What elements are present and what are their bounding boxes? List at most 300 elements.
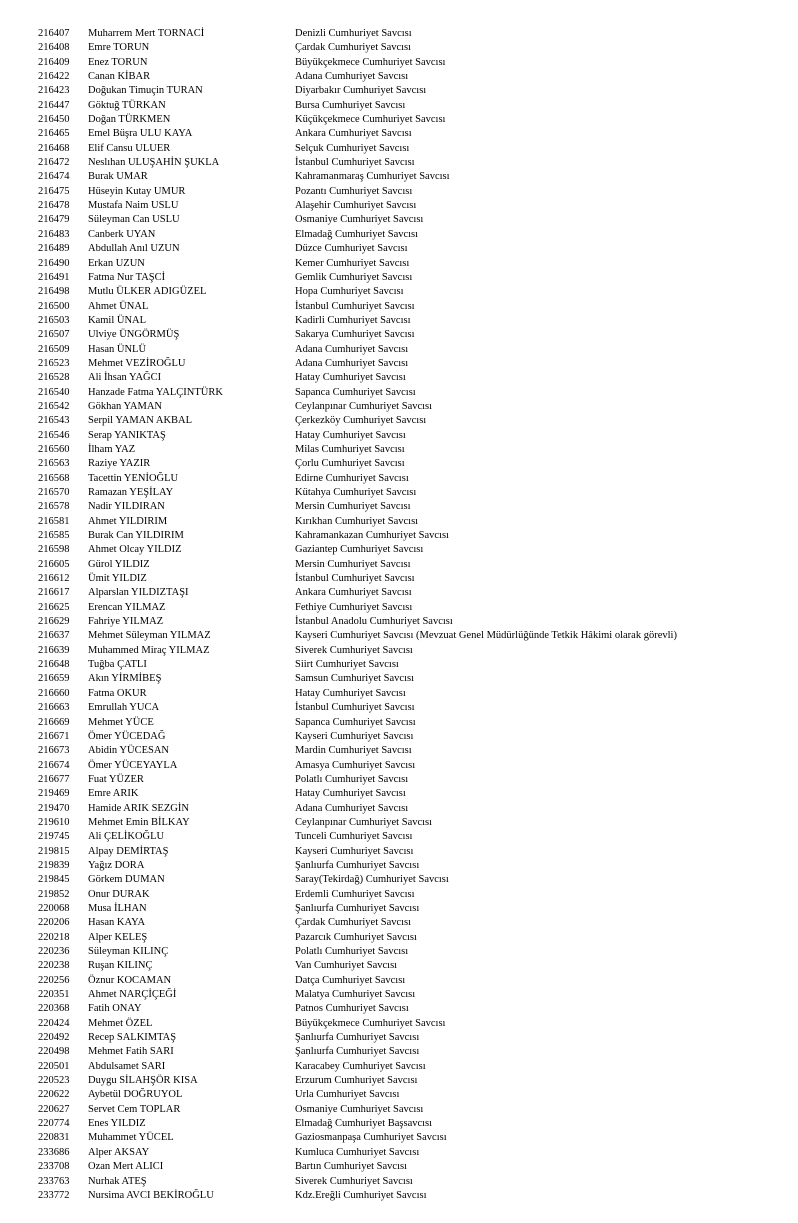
person-name: Emel Büşra ULU KAYA [88,128,193,140]
table-row [0,328,677,342]
registry-number: 216639 [38,644,70,656]
position-title: Küçükçekmece Cumhuriyet Savcısı [295,114,446,126]
person-name: Enez TORUN [88,56,148,68]
position-title: Düzce Cumhuriyet Savcısı [295,243,408,255]
position-title: Kırıkhan Cumhuriyet Savcısı [295,515,419,527]
person-name: Tacettin YENİOĞLU [88,472,179,484]
registry-number: 220501 [38,1060,70,1072]
table-row [0,1060,677,1074]
person-name: Abidin YÜCESAN [88,745,169,757]
position-title: Selçuk Cumhuriyet Savcısı [295,142,410,154]
table-row [0,242,677,256]
registry-number: 216498 [38,286,70,298]
position-title: Kayseri Cumhuriyet Savcısı [295,730,414,742]
person-name: Ömer YÜCEYAYLA [88,759,178,771]
registry-number: 216500 [38,300,70,312]
position-title: Kumluca Cumhuriyet Savcısı [295,1146,420,1158]
registry-number: 216585 [38,530,70,542]
position-title: İstanbul Cumhuriyet Savcısı [295,157,415,169]
person-name: Hanzade Fatma YALÇINTÜRK [88,386,223,398]
position-title: Polatlı Cumhuriyet Savcısı [295,946,409,957]
registry-number: 216605 [38,558,70,570]
person-name: Emre TORUN [88,42,150,54]
registry-number: 220206 [38,917,70,929]
registry-number: 216450 [38,114,70,126]
position-title: Patnos Cumhuriyet Savcısı [295,1003,409,1015]
position-title: İstanbul Cumhuriyet Savcısı [295,573,415,585]
person-name: Nurhak ATEŞ [88,1175,147,1187]
table-row [0,572,677,586]
table-row [0,959,677,973]
table-row [0,213,677,227]
position-title: Büyükçekmece Cumhuriyet Savcısı [295,1017,446,1029]
position-title: Hatay Cumhuriyet Savcısı [295,429,406,441]
position-title: Samsun Cumhuriyet Savcısı [295,673,414,685]
position-title: Kayseri Cumhuriyet Savcısı [295,845,414,857]
table-row [0,830,677,844]
table-row [0,802,677,816]
person-name: Mehmet VEZİROĞLU [88,357,186,369]
position-title: Kemer Cumhuriyet Savcısı [295,257,410,269]
position-title: Urla Cumhuriyet Savcısı [295,1089,400,1101]
position-title: Mersin Cumhuriyet Savcısı [295,501,411,513]
table-row [0,457,677,471]
person-name: Göktuğ TÜRKAN [88,99,166,111]
position-title: Hatay Cumhuriyet Savcısı [295,372,406,384]
registry-number: 216560 [38,443,70,455]
table-row [0,1031,677,1045]
position-title: Edirne Cumhuriyet Savcısı [295,472,409,484]
registry-number: 216468 [38,142,70,154]
registry-number: 233772 [38,1189,70,1201]
table-row [0,1017,677,1031]
position-title: Fethiye Cumhuriyet Savcısı [295,601,413,613]
position-title: Adana Cumhuriyet Savcısı [295,71,409,83]
person-name: Yağız DORA [88,859,145,871]
position-title: Pozantı Cumhuriyet Savcısı [295,185,413,197]
table-row [0,931,677,945]
position-title: Ceylanpınar Cumhuriyet Savcısı [295,400,433,412]
registry-number: 216542 [38,400,70,412]
registry-number: 220523 [38,1075,70,1087]
position-title: Polatlı Cumhuriyet Savcısı [295,773,409,785]
registry-number: 216673 [38,745,70,757]
registry-number: 216563 [38,458,70,470]
position-title: Kahramankazan Cumhuriyet Savcısı [295,530,449,542]
registry-number: 216483 [38,228,70,240]
registry-number: 216523 [38,357,70,369]
registry-number: 216674 [38,759,70,771]
table-row [0,615,677,629]
table-row [0,257,677,271]
person-name: Serpil YAMAN AKBAL [88,415,193,427]
table-row [0,701,677,715]
table-row [0,845,677,859]
table-row [0,56,677,70]
table-row [0,902,677,916]
person-name: Fahriye YILMAZ [88,616,164,628]
table-row [0,199,677,213]
registry-number: 220351 [38,989,70,1001]
registry-number: 216671 [38,730,70,742]
position-title: Kütahya Cumhuriyet Savcısı [295,487,417,498]
position-title: Ankara Cumhuriyet Savcısı [295,128,412,140]
registry-number: 216507 [38,329,70,341]
table-row [0,744,677,758]
position-title: Çardak Cumhuriyet Savcısı [295,42,412,54]
position-title: Karacabey Cumhuriyet Savcısı [295,1060,426,1072]
registry-number: 233686 [38,1146,70,1158]
person-name: Hüseyin Kutay UMUR [88,185,186,197]
person-name: Ümit YILDIZ [88,573,147,585]
person-name: Ulviye ÜNGÖRMÜŞ [88,329,180,341]
table-row [0,357,677,371]
table-row [0,156,677,170]
person-name: Akın YİRMİBEŞ [88,673,162,685]
registry-number: 219469 [38,788,70,800]
position-title: Hatay Cumhuriyet Savcısı [295,687,406,699]
registry-number: 216570 [38,487,70,498]
registry-number: 216659 [38,673,70,685]
registry-number: 216503 [38,314,70,326]
person-name: Ruşan KILINÇ [88,960,153,972]
table-row [0,70,677,84]
position-title: Alaşehir Cumhuriyet Savcısı [295,200,417,212]
person-name: Nadir YILDIRAN [88,501,165,513]
position-title: Şanlıurfa Cumhuriyet Savcısı [295,902,420,914]
position-title: Sakarya Cumhuriyet Savcısı [295,329,415,341]
position-title: Şanlıurfa Cumhuriyet Savcısı [295,1032,420,1044]
person-name: Ahmet Olcay YILDIZ [88,544,182,556]
person-name: Gürol YILDIZ [88,558,150,570]
table-row [0,1002,677,1016]
person-name: Emre ARIK [88,788,139,800]
position-title: Pazarcık Cumhuriyet Savcısı [295,931,417,943]
registry-number: 216422 [38,71,70,83]
person-name: İlham YAZ [88,443,136,455]
position-title: Amasya Cumhuriyet Savcısı [295,759,416,771]
person-name: Duygu SİLAHŞÖR KISA [88,1075,198,1087]
table-row [0,472,677,486]
registry-number: 216581 [38,515,70,527]
table-row [0,314,677,328]
person-name: Mustafa Naim USLU [88,200,179,212]
person-name: Canberk UYAN [88,228,156,240]
registry-number: 216475 [38,185,70,197]
registry-number: 216491 [38,271,70,283]
table-row [0,271,677,285]
registry-number: 216617 [38,587,70,599]
position-title: Erdemli Cumhuriyet Savcısı [295,888,415,900]
registry-number: 219852 [38,888,70,900]
table-row [0,414,677,428]
table-row [0,629,677,643]
position-title: Kahramanmaraş Cumhuriyet Savcısı [295,171,450,183]
registry-number: 216447 [38,99,70,111]
person-name: Alpay DEMİRTAŞ [88,845,169,857]
table-row [0,974,677,988]
person-name: Abdulsamet SARI [88,1060,166,1072]
registry-number: 220622 [38,1089,70,1101]
position-title: Van Cumhuriyet Savcısı [295,960,398,972]
registry-number: 216543 [38,415,70,427]
registry-number: 219845 [38,874,70,886]
table-row [0,1160,677,1174]
person-name: Raziye YAZIR [88,458,151,470]
registry-number: 216490 [38,257,70,269]
table-row [0,1074,677,1088]
table-row [0,515,677,529]
position-title: Bursa Cumhuriyet Savcısı [295,99,406,111]
registry-number: 216408 [38,42,70,54]
person-name: Doğan TÜRKMEN [88,114,171,126]
person-name: Musa İLHAN [88,902,147,914]
registry-number: 216528 [38,372,70,384]
person-name: Alper AKSAY [88,1146,150,1158]
position-title: Mardin Cumhuriyet Savcısı [295,745,412,757]
registry-number: 220424 [38,1017,70,1029]
person-name: Ramazan YEŞİLAY [88,487,174,498]
table-row [0,1131,677,1145]
position-title: Mersin Cumhuriyet Savcısı [295,558,411,570]
person-name: Elif Cansu ULUER [88,142,171,154]
position-title: Ankara Cumhuriyet Savcısı [295,587,412,599]
position-title: İstanbul Anadolu Cumhuriyet Savcısı [295,616,453,628]
registry-number: 219610 [38,816,70,828]
registry-number: 220218 [38,931,70,943]
table-row [0,443,677,457]
person-name: Aybetül DOĞRUYOL [88,1089,183,1101]
person-name: Ali İhsan YAĞCI [88,372,162,384]
person-name: Mutlu ÜLKER ADIGÜZEL [88,286,207,298]
table-row [0,1117,677,1131]
registry-number: 216648 [38,659,70,671]
position-title: Sapanca Cumhuriyet Savcısı [295,386,416,398]
person-name: Nursima AVCI BEKİROĞLU [88,1189,214,1201]
table-row [0,787,677,801]
person-name: Hamide ARIK SEZGİN [88,802,189,814]
registry-number: 216598 [38,544,70,556]
registry-number: 216637 [38,630,70,642]
registry-number: 216479 [38,214,70,226]
person-name: Alper KELEŞ [88,931,148,943]
registry-number: 216625 [38,601,70,613]
table-row [0,84,677,98]
registry-number: 216489 [38,243,70,255]
person-name: Enes YILDIZ [88,1118,146,1130]
person-name: Muharrem Mert TORNACİ [88,28,205,39]
person-name: Recep SALKIMTAŞ [88,1032,177,1044]
registry-number: 220498 [38,1046,70,1058]
position-title: Gemlik Cumhuriyet Savcısı [295,271,413,283]
registry-number: 216660 [38,687,70,699]
position-title: Milas Cumhuriyet Savcısı [295,443,405,455]
registry-number: 216546 [38,429,70,441]
position-title: Siirt Cumhuriyet Savcısı [295,659,399,671]
person-name: Emrullah YUCA [88,702,160,714]
table-row [0,113,677,127]
registry-number: 220238 [38,960,70,972]
person-name: Süleyman KILINÇ [88,946,169,957]
person-name: Burak Can YILDIRIM [88,530,184,542]
table-row [0,429,677,443]
table-row [0,586,677,600]
position-title: Bartın Cumhuriyet Savcısı [295,1161,407,1173]
registry-number: 216465 [38,128,70,140]
position-title: Şanlıurfa Cumhuriyet Savcısı [295,1046,420,1058]
table-row [0,228,677,242]
position-title: Ceylanpınar Cumhuriyet Savcısı [295,816,433,828]
position-title: Sapanca Cumhuriyet Savcısı [295,716,416,728]
person-name: Hasan ÜNLÜ [88,343,147,355]
table-row [0,127,677,141]
table-row [0,142,677,156]
table-row [0,500,677,514]
table-row [0,945,677,959]
person-name: Ali ÇELİKOĞLU [88,831,165,843]
position-title: Osmaniye Cumhuriyet Savcısı [295,1103,424,1115]
table-row [0,1175,677,1189]
person-name: Ahmet NARÇİÇEĞİ [88,989,177,1001]
table-row [0,386,677,400]
position-title: Malatya Cumhuriyet Savcısı [295,989,416,1001]
registry-number: 216629 [38,616,70,628]
position-title: Datça Cumhuriyet Savcısı [295,974,406,986]
registry-number: 216669 [38,716,70,728]
person-name: Hasan KAYA [88,917,146,929]
position-title: Çardak Cumhuriyet Savcısı [295,917,412,929]
table-row [0,873,677,887]
table-row [0,170,677,184]
registry-number: 216474 [38,171,70,183]
table-row [0,41,677,55]
person-name: Fuat YÜZER [88,773,144,785]
position-title: Adana Cumhuriyet Savcısı [295,802,409,814]
person-name: Erkan UZUN [88,257,145,269]
table-row [0,658,677,672]
registry-number: 216540 [38,386,70,398]
table-row [0,687,677,701]
position-title: Gaziantep Cumhuriyet Savcısı [295,544,424,556]
table-row [0,716,677,730]
person-name: Abdullah Anıl UZUN [88,243,180,255]
person-name: Burak UMAR [88,171,148,183]
person-name: Erencan YILMAZ [88,601,166,613]
person-name: Serap YANIKTAŞ [88,429,166,441]
position-title: İstanbul Cumhuriyet Savcısı [295,300,415,312]
person-name: Canan KİBAR [88,71,151,83]
person-name: Fatma Nur TAŞCİ [88,271,166,283]
table-row [0,486,677,500]
table-row [0,601,677,615]
registry-number: 216509 [38,343,70,355]
table-row [0,1146,677,1160]
registry-number: 219745 [38,831,70,843]
registry-number: 220368 [38,1003,70,1015]
registry-number: 216578 [38,501,70,513]
person-name: Ahmet ÜNAL [88,300,149,312]
table-row [0,529,677,543]
registry-number: 216663 [38,702,70,714]
table-row [0,371,677,385]
table-row [0,759,677,773]
position-title: Elmadağ Cumhuriyet Başsavcısı [295,1118,433,1130]
position-title: Kayseri Cumhuriyet Savcısı (Mevzuat Genel Müdürlüğünde Tetkik Hâkimi olarak görevli) [295,630,677,642]
person-name: Mehmet Süleyman YILMAZ [88,630,211,642]
position-title: Saray(Tekirdağ) Cumhuriyet Savcısı [295,874,449,886]
person-name: Ahmet YILDIRIM [88,515,168,527]
registry-number: 220774 [38,1118,70,1130]
person-name: Süleyman Can USLU [88,214,180,226]
table-row [0,27,677,41]
person-name: Onur DURAK [88,888,150,900]
position-title: Şanlıurfa Cumhuriyet Savcısı [295,859,420,871]
person-name: Doğukan Timuçin TURAN [88,85,203,97]
table-row [0,859,677,873]
position-title: Denizli Cumhuriyet Savcısı [295,28,412,39]
registry-number: 219839 [38,859,70,871]
table-row [0,343,677,357]
person-name: Mehmet YÜCE [88,716,154,728]
position-title: Elmadağ Cumhuriyet Savcısı [295,228,419,240]
table-row [0,988,677,1002]
table-row [0,400,677,414]
position-title: Hatay Cumhuriyet Savcısı [295,788,406,800]
table-row [0,1103,677,1117]
person-name: Mehmet ÖZEL [88,1017,153,1029]
table-row [0,816,677,830]
position-title: Gaziosmanpaşa Cumhuriyet Savcısı [295,1132,447,1144]
table-row [0,1045,677,1059]
person-name: Muhammed Miraç YILMAZ [88,644,210,656]
table-row [0,730,677,744]
registry-number: 216677 [38,773,70,785]
position-title: Siverek Cumhuriyet Savcısı [295,1175,413,1187]
position-title: Siverek Cumhuriyet Savcısı [295,644,413,656]
registry-number: 216612 [38,573,70,585]
position-title: Osmaniye Cumhuriyet Savcısı [295,214,424,226]
registry-number: 220492 [38,1032,70,1044]
position-title: Kadirli Cumhuriyet Savcısı [295,314,411,326]
registry-number: 220831 [38,1132,70,1144]
table-row [0,672,677,686]
table-row [0,1189,677,1203]
person-name: Öznur KOCAMAN [88,974,172,986]
person-name: Ozan Mert ALICI [88,1161,164,1173]
person-name: Neslıhan ULUŞAHİN ŞUKLA [88,157,220,169]
registry-number: 220236 [38,946,70,957]
person-name: Görkem DUMAN [88,874,165,886]
person-name: Alparslan YILDIZTAŞI [88,587,189,599]
registry-number: 233708 [38,1161,70,1173]
table-row [0,185,677,199]
table-row [0,773,677,787]
table-row [0,888,677,902]
registry-number: 216472 [38,157,70,169]
registry-number: 216568 [38,472,70,484]
person-name: Servet Cem TOPLAR [88,1103,181,1115]
position-title: Kdz.Ereğli Cumhuriyet Savcısı [295,1189,427,1201]
person-name: Mehmet Fatih SARI [88,1046,174,1058]
position-title: Adana Cumhuriyet Savcısı [295,357,409,369]
position-title: Çorlu Cumhuriyet Savcısı [295,458,405,470]
position-title: Tunceli Cumhuriyet Savcısı [295,831,413,843]
table-row [0,644,677,658]
registry-number: 216407 [38,28,70,39]
person-name: Muhammet YÜCEL [88,1132,174,1144]
registry-number: 219815 [38,845,70,857]
table-row [0,558,677,572]
